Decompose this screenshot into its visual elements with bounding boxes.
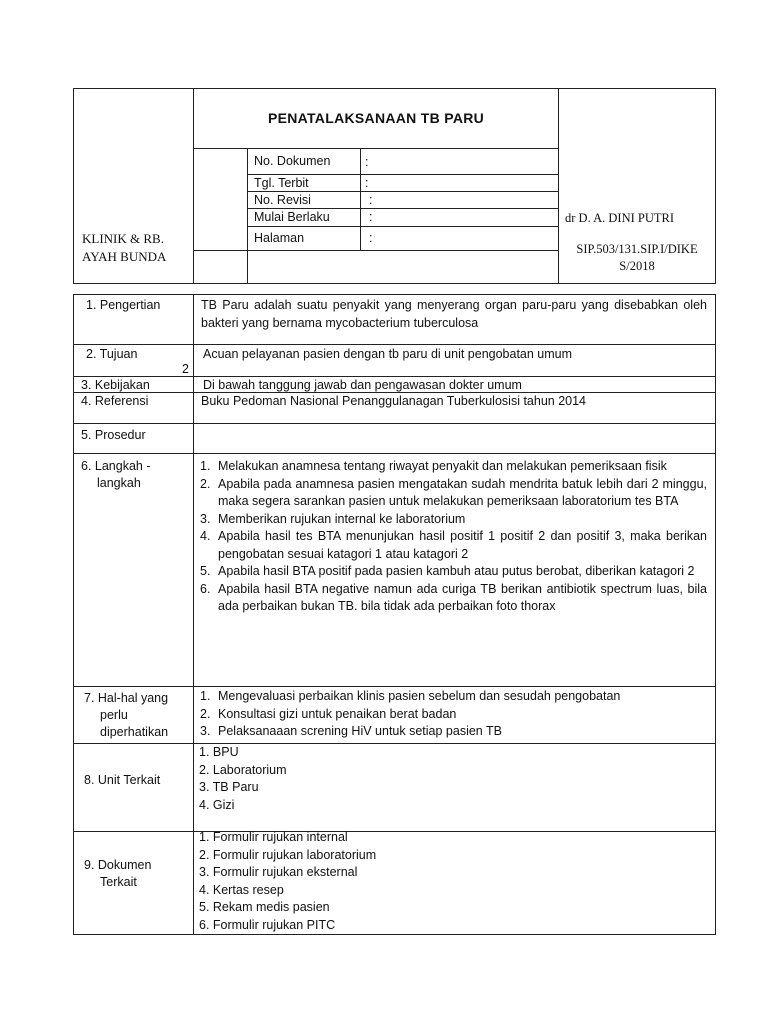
label-prosedur: 5. Prosedur xyxy=(81,428,146,442)
list-item xyxy=(196,706,707,724)
doc-field-label: No. Dokumen xyxy=(254,154,331,168)
sip-line1: SIP.503/131.SIP.I/DIKE xyxy=(576,242,698,256)
doc-field-label: Tgl. Terbit xyxy=(254,176,309,190)
doc-field-value: : xyxy=(365,176,369,190)
clinic-name-line2: AYAH BUNDA xyxy=(82,249,167,264)
list-item xyxy=(196,688,707,706)
hal-hal-list xyxy=(196,688,707,741)
sip-line2: S/2018 xyxy=(619,259,655,273)
list-item: 2. Formulir rujukan laboratorium xyxy=(199,847,377,862)
list-item: 1. Formulir rujukan internal xyxy=(199,830,348,844)
label-langkah xyxy=(81,458,151,492)
item-text: Apabila hasil BTA negative namun ada curiga TB berikan antibiotik spectrum luas, bila ada perbaikan bukan TB. bila tidak ada perbaikan foto thorax xyxy=(218,581,707,613)
item-text: Mengevaluasi perbaikan klinis pasien sebelum dan sesudah pengobatan xyxy=(218,689,621,703)
doc-field-value: : xyxy=(369,210,373,224)
list-item xyxy=(196,476,707,511)
list-item xyxy=(196,511,707,529)
document-title: PENATALAKSANAAN TB PARU xyxy=(267,110,485,126)
item-number: 1. xyxy=(200,689,211,703)
sip-number xyxy=(559,241,715,275)
clinic-name-line1: KLINIK & RB. xyxy=(82,231,164,246)
doc-field-label: Mulai Berlaku xyxy=(254,210,330,224)
stray-number: 2 xyxy=(182,362,189,376)
label-hal-hal-line1: 7. Hal-hal yang xyxy=(84,691,169,705)
item-text: Memberikan rujukan internal ke laboratorium xyxy=(218,511,466,526)
label-dokumen-terkait xyxy=(84,857,151,891)
label-tujuan: 2. Tujuan xyxy=(86,347,138,361)
item-text: Apabila hasil BTA positif pada pasien kambuh atau putus berobat, diberikan katagori 2 xyxy=(218,564,695,578)
list-item xyxy=(196,563,707,581)
item-number: 3. xyxy=(200,511,211,526)
dokumen-terkait-list xyxy=(199,829,376,934)
doctor-name: dr D. A. DINI PUTRI xyxy=(565,211,675,225)
label-hal-hal-line2: perlu xyxy=(100,708,128,722)
label-dokumen-line1: 9. Dokumen xyxy=(84,858,152,872)
clinic-name xyxy=(82,230,166,266)
unit-terkait-list xyxy=(199,744,287,814)
item-text: Melakukan anamnesa tentang riwayat penyakit dan melakukan pemeriksaan fisik xyxy=(218,459,667,473)
label-langkah-line1: 6. Langkah - xyxy=(81,459,151,473)
list-item: 6. Formulir rujukan PITC xyxy=(199,917,336,932)
label-hal-hal-line3: diperhatikan xyxy=(100,725,169,739)
item-number: 2. xyxy=(200,706,211,721)
doc-field-value: : xyxy=(369,231,373,245)
item-number: 6. xyxy=(200,581,211,596)
item-number: 5. xyxy=(200,564,211,578)
doc-field-label: No. Revisi xyxy=(254,193,311,207)
label-kebijakan: 3. Kebijakan xyxy=(81,378,150,392)
list-item xyxy=(196,723,707,741)
list-item: 3. TB Paru xyxy=(199,780,259,794)
langkah-list xyxy=(196,458,707,616)
doc-field-label: Halaman xyxy=(254,231,305,245)
list-item: 1. BPU xyxy=(199,745,239,759)
list-item xyxy=(196,458,707,476)
label-pengertian: 1. Pengertian xyxy=(86,298,161,312)
label-referensi: 4. Referensi xyxy=(81,394,149,408)
item-text: Konsultasi gizi untuk penaikan berat badan xyxy=(218,706,457,721)
item-text: Pelaksanaaan screning HiV untuk setiap pasien TB xyxy=(218,724,502,738)
text-tujuan: Acuan pelayanan pasien dengan tb paru di unit pengobatan umum xyxy=(203,347,573,361)
doc-field-value: : xyxy=(365,155,369,169)
list-item: 5. Rekam medis pasien xyxy=(199,900,330,914)
item-number: 2. xyxy=(200,476,211,491)
label-unit-terkait: 8. Unit Terkait xyxy=(84,773,161,787)
label-dokumen-line2: Terkait xyxy=(100,875,137,889)
item-text: Apabila pada anamnesa pasien mengatakan sudah mendrita batuk lebih dari 2 minggu, maka segera sarankan pasien untuk melakukan pemeriksaan laboratorium tes BTA xyxy=(218,476,707,508)
list-item xyxy=(196,528,707,563)
item-number: 3. xyxy=(200,724,211,738)
item-text: Apabila hasil tes BTA menunjukan hasil positif 1 positif 2 dan positif 3, maka berikan pengobatan sesuai katagori 1 atau katagori 2 xyxy=(218,529,707,561)
text-pengertian: TB Paru adalah suatu penyakit yang menyerang organ paru-paru yang disebabkan oleh bakteri yang bernama mycobacterium tuberculosa xyxy=(201,298,707,330)
doc-field-value: : xyxy=(369,193,373,207)
list-item: 3. Formulir rujukan eksternal xyxy=(199,865,358,879)
list-item: 4. Kertas resep xyxy=(199,882,284,897)
list-item: 4. Gizi xyxy=(199,797,235,812)
label-langkah-line2: langkah xyxy=(97,476,141,490)
list-item: 2. Laboratorium xyxy=(199,762,287,777)
list-item xyxy=(196,581,707,616)
item-number: 4. xyxy=(200,529,211,543)
item-number: 1. xyxy=(200,459,211,473)
text-referensi: Buku Pedoman Nasional Penanggulanagan Tuberkulosisi tahun 2014 xyxy=(201,394,587,408)
label-hal-hal xyxy=(84,690,168,741)
text-kebijakan: Di bawah tanggung jawab dan pengawasan dokter umum xyxy=(203,378,522,392)
